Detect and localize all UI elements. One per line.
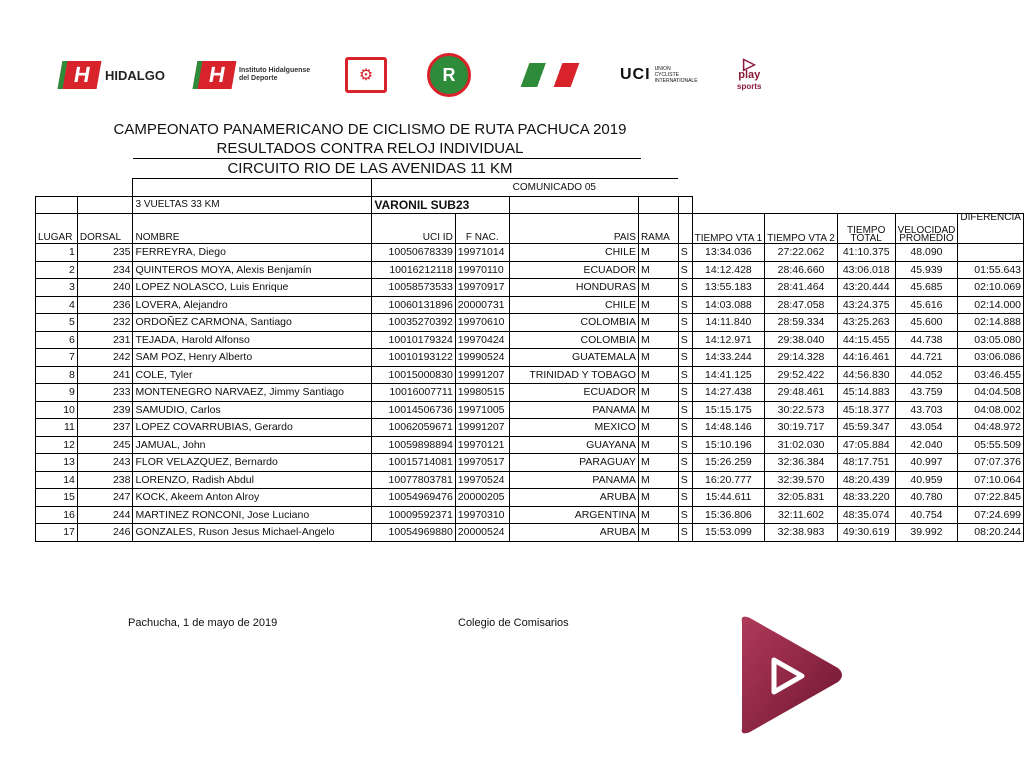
title-underline [133, 158, 641, 159]
signature-label: Colegio de Comisarios [458, 617, 569, 629]
cell-s: S [678, 331, 692, 349]
col-uci-id: UCI ID [372, 214, 455, 244]
cell-dorsal: 247 [77, 489, 133, 507]
cell-diferencia: 05:55.509 [958, 436, 1024, 454]
cell-s: S [678, 524, 692, 542]
cell-velocidad: 40.780 [895, 489, 958, 507]
cell-velocidad: 39.992 [895, 524, 958, 542]
cell-s: S [678, 401, 692, 419]
cell-diferencia: 07:24.699 [958, 506, 1024, 524]
results-body [36, 244, 1024, 542]
cell-vta1: 14:11.840 [692, 314, 765, 332]
cell-total: 45:59.347 [837, 419, 895, 437]
cell-s: S [678, 471, 692, 489]
cell-diferencia: 04:08.002 [958, 401, 1024, 419]
category-label: VARONIL SUB23 [372, 196, 509, 214]
cell-diferencia: 03:05.080 [958, 331, 1024, 349]
cell-f-nac: 19970917 [455, 279, 509, 297]
place-date: Pachucha, 1 de mayo de 2019 [128, 617, 278, 629]
cell-vta1: 16:20.777 [692, 471, 765, 489]
results-title: RESULTADOS CONTRA RELOJ INDIVIDUAL [216, 140, 524, 157]
cell-lugar: 6 [36, 331, 78, 349]
cell-pais: ECUADOR [509, 384, 638, 402]
cell-dorsal: 232 [77, 314, 133, 332]
cell-diferencia: 02:14.888 [958, 314, 1024, 332]
cell-vta2: 32:38.983 [765, 524, 838, 542]
cell-lugar: 5 [36, 314, 78, 332]
sponsor-logos [55, 52, 785, 102]
cell-vta1: 14:41.125 [692, 366, 765, 384]
cell-lugar: 4 [36, 296, 78, 314]
vueltas-label: 3 VUELTAS 33 KM [133, 196, 372, 214]
table-row [36, 349, 1024, 367]
cell-pais: GUATEMALA [509, 349, 638, 367]
cell-vta1: 15:36.806 [692, 506, 765, 524]
cell-nombre: MONTENEGRO NARVAEZ, Jimmy Santiago [133, 384, 372, 402]
cell-uci-id: 10077803781 [372, 471, 455, 489]
cell-uci-id: 10054969880 [372, 524, 455, 542]
cell-pais: ARUBA [509, 524, 638, 542]
cell-nombre: LOPEZ NOLASCO, Luis Enrique [133, 279, 372, 297]
col-pais: PAIS [509, 214, 638, 244]
cell-lugar: 2 [36, 261, 78, 279]
cell-total: 45:18.377 [837, 401, 895, 419]
cell-velocidad: 44.738 [895, 331, 958, 349]
col-lugar: LUGAR [36, 214, 78, 244]
cell-rama: M [638, 419, 678, 437]
cell-f-nac: 19980515 [455, 384, 509, 402]
cell-uci-id: 10010193122 [372, 349, 455, 367]
cell-nombre: JAMUAL, John [133, 436, 372, 454]
cell-rama: M [638, 454, 678, 472]
cell-rama: M [638, 331, 678, 349]
instituto-logo: H Instituto Hidalguense del Deporte [195, 52, 319, 98]
cell-total: 48:17.751 [837, 454, 895, 472]
uci-logo: UCI UNION CYCLISTE INTERNATIONALE [620, 66, 698, 84]
cell-diferencia: 08:20.244 [958, 524, 1024, 542]
col-vta1: TIEMPO VTA 1 [692, 214, 765, 244]
cell-rama: M [638, 401, 678, 419]
cell-total: 43:06.018 [837, 261, 895, 279]
cell-rama: M [638, 524, 678, 542]
cell-vta1: 15:26.259 [692, 454, 765, 472]
cell-f-nac: 20000205 [455, 489, 509, 507]
cell-lugar: 11 [36, 419, 78, 437]
flag-logo [525, 52, 575, 98]
cell-pais: TRINIDAD Y TOBAGO [509, 366, 638, 384]
cell-uci-id: 10062059671 [372, 419, 455, 437]
cell-nombre: LORENZO, Radish Abdul [133, 471, 372, 489]
cell-f-nac: 19970524 [455, 471, 509, 489]
cell-s: S [678, 296, 692, 314]
cell-s: S [678, 454, 692, 472]
cell-rama: M [638, 489, 678, 507]
cell-f-nac: 19971005 [455, 401, 509, 419]
cell-pais: ECUADOR [509, 261, 638, 279]
cell-velocidad: 43.703 [895, 401, 958, 419]
cell-lugar: 8 [36, 366, 78, 384]
play-sports-logo: ▷ play sports [737, 55, 762, 91]
cell-velocidad: 45.616 [895, 296, 958, 314]
cell-pais: COLOMBIA [509, 331, 638, 349]
cell-rama: M [638, 506, 678, 524]
cell-f-nac: 19971014 [455, 244, 509, 262]
col-f-nac: F NAC. [455, 214, 509, 244]
cell-pais: MEXICO [509, 419, 638, 437]
cell-uci-id: 10014506736 [372, 401, 455, 419]
table-row [36, 261, 1024, 279]
cell-velocidad: 43.759 [895, 384, 958, 402]
cell-pais: GUAYANA [509, 436, 638, 454]
cell-total: 48:20.439 [837, 471, 895, 489]
comunicado-row [36, 179, 1024, 197]
cell-diferencia: 01:55.643 [958, 261, 1024, 279]
comunicado-label: COMUNICADO 05 [372, 179, 678, 197]
col-vta2: TIEMPO VTA 2 [765, 214, 838, 244]
cell-vta1: 15:10.196 [692, 436, 765, 454]
cell-uci-id: 10016007711 [372, 384, 455, 402]
table-row [36, 296, 1024, 314]
table-row [36, 366, 1024, 384]
cell-s: S [678, 349, 692, 367]
cell-vta2: 29:52.422 [765, 366, 838, 384]
cell-total: 41:10.375 [837, 244, 895, 262]
cell-rama: M [638, 296, 678, 314]
cell-rama: M [638, 279, 678, 297]
cell-vta2: 32:39.570 [765, 471, 838, 489]
cell-f-nac: 19970310 [455, 506, 509, 524]
cell-lugar: 1 [36, 244, 78, 262]
championship-title: CAMPEONATO PANAMERICANO DE CICLISMO DE RUTA PACHUCA 2019 [113, 121, 627, 138]
cell-vta2: 28:46.660 [765, 261, 838, 279]
cell-dorsal: 235 [77, 244, 133, 262]
cell-nombre: COLE, Tyler [133, 366, 372, 384]
cell-nombre: MARTINEZ RONCONI, Jose Luciano [133, 506, 372, 524]
cell-velocidad: 42.040 [895, 436, 958, 454]
cell-vta1: 14:12.428 [692, 261, 765, 279]
cell-dorsal: 233 [77, 384, 133, 402]
cell-f-nac: 19970517 [455, 454, 509, 472]
cell-velocidad: 44.052 [895, 366, 958, 384]
results-table [35, 178, 1024, 542]
cell-vta1: 14:48.146 [692, 419, 765, 437]
cell-diferencia: 04:04.508 [958, 384, 1024, 402]
cell-dorsal: 240 [77, 279, 133, 297]
cell-vta2: 28:59.334 [765, 314, 838, 332]
table-row [36, 279, 1024, 297]
cell-vta2: 29:48.461 [765, 384, 838, 402]
cell-vta2: 27:22.062 [765, 244, 838, 262]
cell-total: 44:16.461 [837, 349, 895, 367]
cell-velocidad: 40.959 [895, 471, 958, 489]
cell-lugar: 9 [36, 384, 78, 402]
cell-lugar: 16 [36, 506, 78, 524]
cell-dorsal: 239 [77, 401, 133, 419]
cell-rama: M [638, 314, 678, 332]
cell-uci-id: 10059898894 [372, 436, 455, 454]
table-row [36, 471, 1024, 489]
cell-nombre: LOPEZ COVARRUBIAS, Gerardo [133, 419, 372, 437]
cell-s: S [678, 279, 692, 297]
cell-pais: PANAMA [509, 401, 638, 419]
cell-total: 44:56.830 [837, 366, 895, 384]
cell-vta1: 14:33.244 [692, 349, 765, 367]
cell-lugar: 17 [36, 524, 78, 542]
cell-pais: HONDURAS [509, 279, 638, 297]
cell-total: 43:25.263 [837, 314, 895, 332]
cell-pais: CHILE [509, 244, 638, 262]
cell-s: S [678, 314, 692, 332]
cell-pais: COLOMBIA [509, 314, 638, 332]
cell-f-nac: 19970110 [455, 261, 509, 279]
cell-velocidad: 43.054 [895, 419, 958, 437]
table-row [36, 244, 1024, 262]
cell-rama: M [638, 384, 678, 402]
cell-s: S [678, 366, 692, 384]
cell-velocidad: 45.685 [895, 279, 958, 297]
table-row [36, 454, 1024, 472]
hidalgo-logo: H HIDALGO [60, 52, 165, 98]
cell-nombre: ORDOÑEZ CARMONA, Santiago [133, 314, 372, 332]
cell-velocidad: 40.997 [895, 454, 958, 472]
cell-uci-id: 10060131896 [372, 296, 455, 314]
cell-dorsal: 237 [77, 419, 133, 437]
cell-pais: CHILE [509, 296, 638, 314]
cell-vta2: 30:19.717 [765, 419, 838, 437]
cell-dorsal: 231 [77, 331, 133, 349]
cell-dorsal: 241 [77, 366, 133, 384]
cell-uci-id: 10035270392 [372, 314, 455, 332]
cell-nombre: QUINTEROS MOYA, Alexis Benjamín [133, 261, 372, 279]
cell-uci-id: 10015714081 [372, 454, 455, 472]
cell-vta2: 32:05.831 [765, 489, 838, 507]
circuit-title: CIRCUITO RIO DE LAS AVENIDAS 11 KM [227, 160, 513, 177]
cell-rama: M [638, 244, 678, 262]
cell-s: S [678, 261, 692, 279]
cell-vta2: 29:38.040 [765, 331, 838, 349]
cell-uci-id: 10009592371 [372, 506, 455, 524]
cell-total: 48:33.220 [837, 489, 895, 507]
col-nombre: NOMBRE [133, 214, 372, 244]
cell-rama: M [638, 436, 678, 454]
cell-dorsal: 236 [77, 296, 133, 314]
cell-nombre: GONZALES, Ruson Jesus Michael-Angelo [133, 524, 372, 542]
cell-uci-id: 10058573533 [372, 279, 455, 297]
cell-s: S [678, 419, 692, 437]
cell-dorsal: 242 [77, 349, 133, 367]
cell-dorsal: 246 [77, 524, 133, 542]
cell-s: S [678, 244, 692, 262]
play-sports-big-logo [730, 610, 850, 740]
cell-uci-id: 10050678339 [372, 244, 455, 262]
cell-f-nac: 19970610 [455, 314, 509, 332]
cell-s: S [678, 489, 692, 507]
cell-nombre: SAM POZ, Henry Alberto [133, 349, 372, 367]
cell-diferencia: 07:07.376 [958, 454, 1024, 472]
table-row [36, 489, 1024, 507]
table-row [36, 314, 1024, 332]
cell-uci-id: 10010179324 [372, 331, 455, 349]
ring-logo: R [427, 52, 471, 98]
cell-velocidad: 40.754 [895, 506, 958, 524]
cell-lugar: 14 [36, 471, 78, 489]
table-row [36, 506, 1024, 524]
col-rama: RAMA [638, 214, 678, 244]
cell-vta2: 32:11.602 [765, 506, 838, 524]
cell-uci-id: 10054969476 [372, 489, 455, 507]
cell-f-nac: 19990524 [455, 349, 509, 367]
cell-nombre: LOVERA, Alejandro [133, 296, 372, 314]
cell-diferencia: 07:10.064 [958, 471, 1024, 489]
cell-lugar: 10 [36, 401, 78, 419]
cell-lugar: 13 [36, 454, 78, 472]
cell-vta2: 31:02.030 [765, 436, 838, 454]
cell-vta1: 13:34.036 [692, 244, 765, 262]
cell-total: 49:30.619 [837, 524, 895, 542]
table-row [36, 384, 1024, 402]
cell-vta2: 28:41.464 [765, 279, 838, 297]
cell-nombre: KOCK, Akeem Anton Alroy [133, 489, 372, 507]
cell-rama: M [638, 366, 678, 384]
cell-velocidad: 45.600 [895, 314, 958, 332]
cell-f-nac: 19970424 [455, 331, 509, 349]
cell-pais: PARAGUAY [509, 454, 638, 472]
col-dorsal: DORSAL [77, 214, 133, 244]
cell-dorsal: 238 [77, 471, 133, 489]
cell-nombre: FERREYRA, Diego [133, 244, 372, 262]
cell-vta1: 14:12.971 [692, 331, 765, 349]
cell-diferencia: 02:14.000 [958, 296, 1024, 314]
cell-velocidad: 44.721 [895, 349, 958, 367]
cell-f-nac: 19970121 [455, 436, 509, 454]
category-row [36, 196, 1024, 214]
cell-lugar: 3 [36, 279, 78, 297]
table-row [36, 436, 1024, 454]
cell-f-nac: 19991207 [455, 419, 509, 437]
federation-logo: ⚙ [345, 52, 387, 98]
cell-pais: PANAMA [509, 471, 638, 489]
cell-dorsal: 243 [77, 454, 133, 472]
cell-vta1: 14:03.088 [692, 296, 765, 314]
cell-dorsal: 244 [77, 506, 133, 524]
cell-vta1: 15:44.611 [692, 489, 765, 507]
cell-diferencia: 02:10.069 [958, 279, 1024, 297]
cell-rama: M [638, 471, 678, 489]
cell-pais: ARGENTINA [509, 506, 638, 524]
cell-diferencia: 04:48.972 [958, 419, 1024, 437]
cell-f-nac: 20000524 [455, 524, 509, 542]
cell-lugar: 15 [36, 489, 78, 507]
cell-total: 43:24.375 [837, 296, 895, 314]
cell-nombre: SAMUDIO, Carlos [133, 401, 372, 419]
table-row [36, 331, 1024, 349]
cell-velocidad: 48.090 [895, 244, 958, 262]
cell-diferencia [958, 244, 1024, 262]
cell-total: 47:05.884 [837, 436, 895, 454]
cell-lugar: 12 [36, 436, 78, 454]
cell-pais: ARUBA [509, 489, 638, 507]
table-row [36, 401, 1024, 419]
cell-vta2: 32:36.384 [765, 454, 838, 472]
cell-uci-id: 10015000830 [372, 366, 455, 384]
cell-vta1: 15:15.175 [692, 401, 765, 419]
cell-dorsal: 245 [77, 436, 133, 454]
cell-diferencia: 03:06.086 [958, 349, 1024, 367]
col-total: TIEMPO TOTAL [837, 214, 895, 244]
cell-total: 48:35.074 [837, 506, 895, 524]
cell-vta1: 14:27.438 [692, 384, 765, 402]
cell-total: 45:14.883 [837, 384, 895, 402]
cell-nombre: TEJADA, Harold Alfonso [133, 331, 372, 349]
cell-rama: M [638, 349, 678, 367]
cell-vta2: 29:14.328 [765, 349, 838, 367]
cell-s: S [678, 384, 692, 402]
cell-lugar: 7 [36, 349, 78, 367]
cell-nombre: FLOR VELAZQUEZ, Bernardo [133, 454, 372, 472]
cell-f-nac: 20000731 [455, 296, 509, 314]
cell-vta2: 28:47.058 [765, 296, 838, 314]
cell-s: S [678, 436, 692, 454]
cell-velocidad: 45.939 [895, 261, 958, 279]
cell-s: S [678, 506, 692, 524]
col-diferencia: DIFERENCIA [958, 214, 1024, 244]
cell-total: 43:20.444 [837, 279, 895, 297]
cell-diferencia: 03:46.455 [958, 366, 1024, 384]
col-velocidad: VELOCIDAD PROMEDIO [895, 214, 958, 244]
cell-diferencia: 07:22.845 [958, 489, 1024, 507]
cell-f-nac: 19991207 [455, 366, 509, 384]
table-row [36, 419, 1024, 437]
cell-dorsal: 234 [77, 261, 133, 279]
column-header-row [36, 214, 1024, 244]
cell-vta1: 15:53.099 [692, 524, 765, 542]
cell-rama: M [638, 261, 678, 279]
cell-total: 44:15.455 [837, 331, 895, 349]
cell-vta1: 13:55.183 [692, 279, 765, 297]
cell-vta2: 30:22.573 [765, 401, 838, 419]
cell-uci-id: 10016212118 [372, 261, 455, 279]
table-row [36, 524, 1024, 542]
